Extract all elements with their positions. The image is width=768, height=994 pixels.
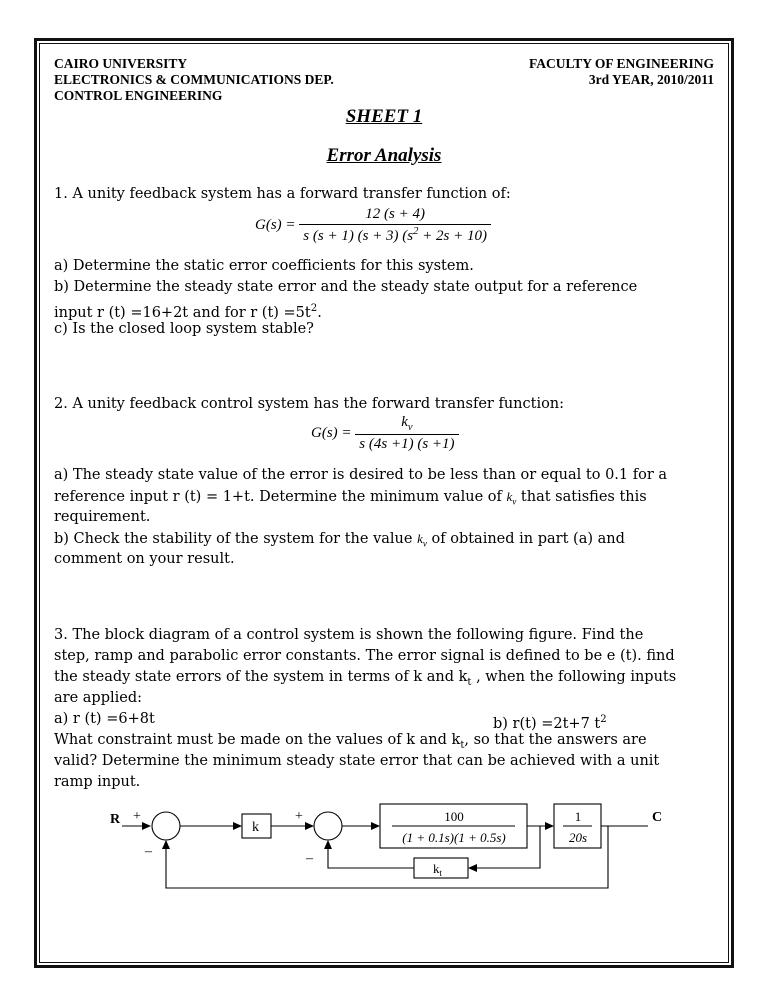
outer-feedback-path: [166, 826, 608, 888]
q2-part-a-line1: a) The steady state value of the error is desired to be less than or equal to 0.1 for a: [54, 467, 668, 483]
sum1-minus-sign: –: [145, 844, 152, 859]
q2-intro: 2. A unity feedback control system has the forward transfer function:: [54, 396, 565, 412]
q1-part-b-line1: b) Determine the steady state error and the steady state output for a reference: [54, 279, 638, 295]
q3-line6-end: , so that the answers are: [464, 732, 647, 748]
integrator-numerator: 1: [574, 809, 582, 824]
q3-line3-text: the steady state errors of the system in terms of k and k: [54, 669, 468, 685]
q2-eq-num-sub: v: [407, 422, 413, 433]
q1-eq-den-exponent: 2: [413, 226, 419, 237]
q2-eq-num-k: k: [401, 414, 408, 430]
q3-line8: ramp input.: [54, 774, 141, 790]
summing-junction-2: [314, 812, 342, 840]
q3-input-a: a) r (t) =6+8t: [54, 711, 155, 727]
q3-line3-end: , when the following inputs: [471, 669, 677, 685]
university-name: CAIRO UNIVERSITY: [54, 56, 188, 71]
q2-kv-sub: v: [512, 496, 517, 507]
faculty-name: FACULTY OF ENGINEERING: [528, 56, 714, 71]
q2-kv-k: k: [506, 489, 513, 504]
inner-feedback-return: [328, 841, 414, 868]
q2-part-b-text: b) Check the stability of the system for the value: [54, 531, 413, 547]
q3-input-b-text: b) r(t) =2t+7 t: [493, 715, 601, 732]
sheet-subtitle: Error Analysis: [326, 145, 442, 166]
q1-part-c: c) Is the closed loop system stable?: [54, 321, 314, 337]
q3-line4: are applied:: [54, 690, 142, 706]
q2-kv-sub-2: v: [422, 538, 427, 549]
q3-line6-text: What constraint must be made on the values of k and k: [54, 732, 461, 748]
q2-part-a-text: reference input r (t) = 1+t. Determine the minimum value of: [54, 489, 502, 505]
input-label-r: R: [110, 812, 121, 827]
q2-part-a-text-end: that satisfies this: [520, 489, 647, 505]
sum2-plus-sign: +: [295, 809, 303, 824]
q2-eq-lhs: G(s) =: [311, 424, 352, 441]
q1-part-b-text: input r (t) =16+2t and for r (t) =5t: [54, 304, 311, 321]
q1-eq-den-part-b: + 2s + 10): [418, 228, 487, 244]
q3-line2: step, ramp and parabolic error constants. The error signal is defined to be e (t). find: [54, 648, 675, 664]
q2-part-a-line3: requirement.: [54, 509, 151, 525]
output-label-c: C: [652, 810, 663, 825]
q2-kv-k-2: k: [417, 531, 423, 546]
q3-input-b-exponent: 2: [600, 714, 607, 725]
sum2-minus-sign: –: [306, 851, 313, 866]
q3-line1: 3. The block diagram of a control system is shown the following figure. Find the: [54, 627, 644, 643]
summing-junction-1: [152, 812, 180, 840]
course-name: CONTROL ENGINEERING: [54, 88, 223, 103]
gain-kt-k: k: [433, 861, 440, 876]
q3-line3-sub: t: [467, 676, 472, 688]
q1-eq-numerator: 12 (s + 4): [365, 206, 425, 222]
department-name: ELECTRONICS & COMMUNICATIONS DEP.: [54, 72, 334, 87]
plant-numerator: 100: [444, 809, 464, 824]
sheet-title: SHEET 1: [345, 106, 423, 127]
integrator-denominator: 20s: [568, 830, 588, 845]
q2-part-b-text-end: of obtained in part (a) and: [431, 531, 625, 547]
q2-part-b-line2: comment on your result.: [54, 551, 235, 567]
q1-eq-den-part-a: s (s + 1) (s + 3) (s: [303, 228, 414, 244]
gain-k-label: k: [252, 820, 259, 835]
q2-eq-denominator: s (4s +1) (s +1): [355, 434, 458, 453]
q1-eq-lhs: G(s) =: [255, 216, 296, 233]
q1-part-a: a) Determine the static error coefficients for this system.: [54, 258, 474, 274]
q1-part-b-end: .: [317, 304, 322, 321]
q1-intro: 1. A unity feedback system has a forward transfer function of:: [54, 186, 511, 202]
sum1-plus-sign: +: [133, 809, 141, 824]
q3-line6-sub: t: [460, 739, 465, 751]
q3-line7: valid? Determine the minimum steady state error that can be achieved with a unit: [54, 753, 660, 769]
gain-kt-sub: t: [439, 868, 443, 878]
q1-part-b-exponent: 2: [310, 303, 318, 314]
plant-denominator: (1 + 0.1s)(1 + 0.5s): [402, 830, 506, 845]
year-label: 3rd YEAR, 2010/2011: [588, 72, 714, 87]
gain-kt-label: [433, 861, 443, 878]
